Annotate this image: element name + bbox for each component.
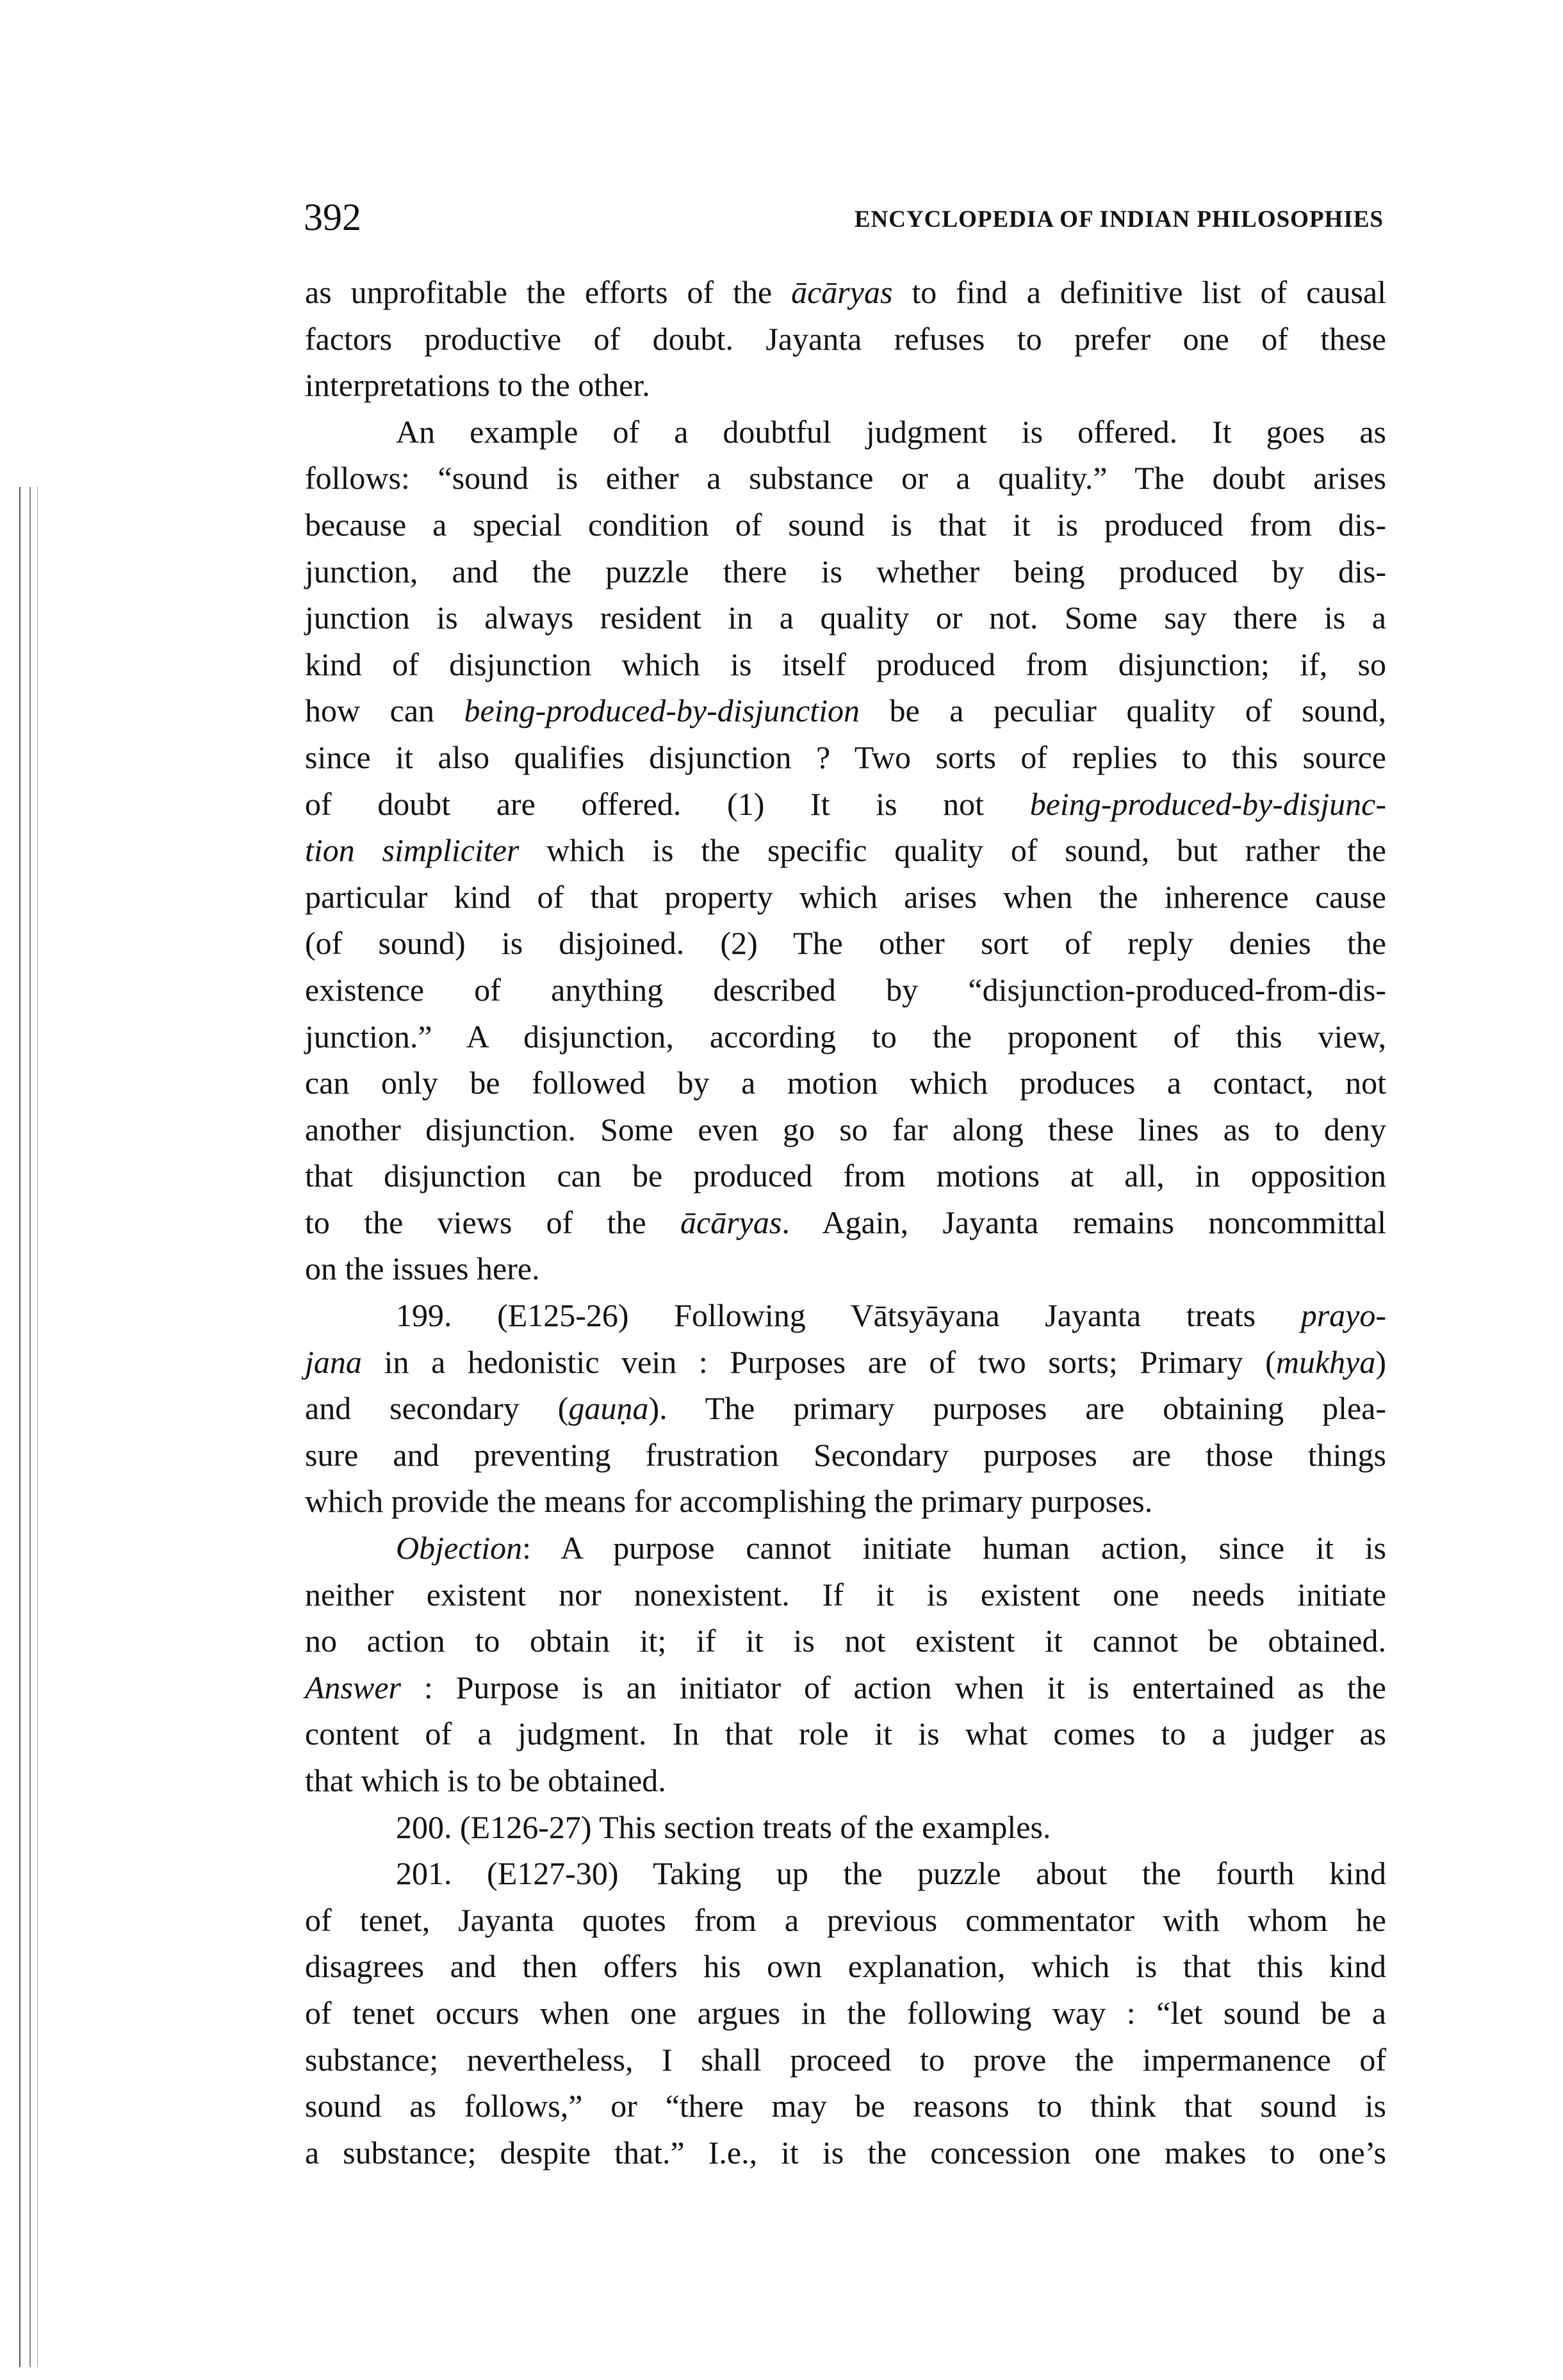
running-head: ENCYCLOPEDIA OF INDIAN PHILOSOPHIES [854, 206, 1384, 233]
text-line [305, 362, 1386, 409]
text-line [305, 1385, 1386, 1432]
italic-term: prayo- [1300, 1297, 1386, 1334]
text-segment: another disjunction. Some even go so far along these lines as to deny [305, 1111, 1386, 1147]
text-line [305, 827, 1386, 874]
text-line [305, 1990, 1386, 2037]
italic-term: tion simpliciter [305, 832, 520, 869]
text-segment: can only be followed by a motion which produces a contact, not [305, 1065, 1386, 1101]
text-segment: junction.” A disjunction, according to the proponent of this view, [305, 1018, 1386, 1055]
italic-term: mukhya [1275, 1343, 1376, 1380]
page-number: 392 [304, 196, 361, 238]
text-segment: because a special condition of sound is that it is produced from dis- [305, 506, 1386, 543]
text-segment: kind of disjunction which is itself produced from disjunction; if, so [305, 646, 1386, 682]
text-line [305, 641, 1386, 688]
text-segment: that which is to be obtained. [305, 1762, 666, 1798]
text-segment: ) [1375, 1343, 1386, 1380]
text-segment: ). The primary purposes are obtaining plea- [648, 1390, 1386, 1427]
text-segment: : Purpose is an initiator of action when it is entertained as the [401, 1669, 1386, 1705]
italic-term: being-produced-by-disjunction [464, 693, 860, 729]
text-segment: to the views of the [305, 1204, 680, 1240]
text-line [305, 1245, 1386, 1292]
text-line [305, 1618, 1386, 1664]
text-segment: 199. (E125-26) Following Vātsyāyana Jayanta treats [396, 1297, 1301, 1334]
text-segment: no action to obtain it; if it is not existent it cannot be obtained. [305, 1623, 1386, 1659]
italic-term: jana [305, 1343, 362, 1380]
text-line [305, 1478, 1386, 1525]
text-line [305, 2083, 1386, 2130]
text-line [305, 1199, 1386, 1246]
text-segment: follows: “sound is either a substance or a quality.” The doubt arises [305, 460, 1386, 497]
text-line [305, 1572, 1386, 1618]
text-segment: on the issues here. [305, 1251, 540, 1287]
text-line [305, 1943, 1386, 1990]
text-line [305, 1060, 1386, 1106]
text-line [305, 455, 1386, 502]
text-line [305, 1664, 1386, 1711]
text-line [305, 874, 1386, 921]
text-line [305, 1014, 1386, 1060]
text-segment: . Again, Jayanta remains noncommittal [782, 1204, 1386, 1240]
text-line [305, 316, 1386, 363]
text-line [305, 1339, 1386, 1386]
text-line [305, 1850, 1386, 1897]
text-line [305, 1757, 1386, 1804]
text-segment: 200. (E126-27) This section treats of the examples. [396, 1809, 1051, 1845]
text-segment: be a peculiar quality of sound, [859, 693, 1386, 729]
text-line [305, 269, 1386, 316]
text-segment: of tenet, Jayanta quotes from a previous commentator with whom he [305, 1901, 1386, 1938]
text-line [305, 920, 1386, 967]
text-segment: : A purpose cannot initiate human action, since it is [522, 1530, 1386, 1566]
text-line [305, 2130, 1386, 2176]
text-line [305, 1897, 1386, 1944]
text-segment: existence of anything described by “disjunction-produced-from-dis- [305, 971, 1386, 1008]
italic-term: ācāryas [680, 1204, 782, 1240]
text-line [305, 687, 1386, 734]
text-segment: 201. (E127-30) Taking up the puzzle about the fourth kind [396, 1855, 1386, 1892]
text-segment: of tenet occurs when one argues in the following way : “let sound be a [305, 1994, 1386, 2031]
text-line [305, 409, 1386, 455]
text-segment: interpretations to the other. [305, 367, 650, 404]
text-segment: junction is always resident in a quality or not. Some say there is a [305, 600, 1386, 636]
text-segment: An example of a doubtful judgment is offered. It goes as [396, 413, 1386, 450]
binding-edge-line [29, 487, 31, 2367]
text-segment: that disjunction can be produced from motions at all, in opposition [305, 1158, 1386, 1194]
text-segment: content of a judgment. In that role it is what comes to a judger as [305, 1716, 1386, 1752]
text-line [305, 1153, 1386, 1199]
binding-edge-line [37, 487, 38, 2367]
text-line [305, 548, 1386, 595]
text-line [305, 502, 1386, 548]
text-line [305, 1711, 1386, 1757]
text-segment: which is the specific quality of sound, but rather the [519, 832, 1387, 869]
italic-term: being-produced-by-disjunc- [1029, 785, 1386, 822]
text-line [305, 734, 1386, 781]
text-segment: of doubt are offered. (1) It is not [305, 785, 1030, 822]
text-segment: to find a definitive list of causal [892, 274, 1386, 310]
text-line [305, 595, 1386, 641]
text-line [305, 1525, 1386, 1572]
text-segment: sound as follows,” or “there may be reasons to think that sound is [305, 2088, 1386, 2124]
text-line [305, 967, 1386, 1014]
text-segment: particular kind of that property which arises when the inherence cause [305, 878, 1386, 915]
italic-term: gauṇa [568, 1390, 649, 1427]
text-line [305, 1804, 1386, 1851]
italic-term: ācāryas [791, 274, 893, 310]
text-segment: junction, and the puzzle there is whether being produced by dis- [305, 553, 1386, 589]
text-line [305, 1432, 1386, 1479]
italic-term: Answer [305, 1669, 401, 1705]
text-line [305, 2037, 1386, 2083]
text-segment: substance; nevertheless, I shall proceed to prove the impermanence of [305, 2041, 1386, 2078]
text-segment: factors productive of doubt. Jayanta refuses to prefer one of these [305, 320, 1386, 357]
text-segment: in a hedonistic vein : Purposes are of two sorts; Primary ( [361, 1343, 1276, 1380]
text-segment: a substance; despite that.” I.e., it is the concession one makes to one’s [305, 2134, 1386, 2171]
text-segment: as unprofitable the efforts of the [305, 274, 792, 310]
body-text [305, 269, 1386, 2176]
italic-term: Objection [396, 1530, 523, 1566]
text-segment: disagrees and then offers his own explanation, which is that this kind [305, 1948, 1386, 1985]
text-segment: neither existent nor nonexistent. If it is existent one needs initiate [305, 1576, 1386, 1613]
text-segment: how can [305, 693, 464, 729]
text-line [305, 1292, 1386, 1339]
text-line [305, 1106, 1386, 1153]
text-segment: since it also qualifies disjunction ? Two sorts of replies to this source [305, 739, 1386, 775]
text-segment: which provide the means for accomplishing the primary purposes. [305, 1483, 1153, 1520]
text-segment: and secondary ( [305, 1390, 569, 1427]
binding-edge-line [19, 487, 20, 2367]
text-segment: sure and preventing frustration Secondary purposes are those things [305, 1436, 1386, 1473]
text-line [305, 781, 1386, 828]
text-segment: (of sound) is disjoined. (2) The other sort of reply denies the [305, 925, 1386, 962]
